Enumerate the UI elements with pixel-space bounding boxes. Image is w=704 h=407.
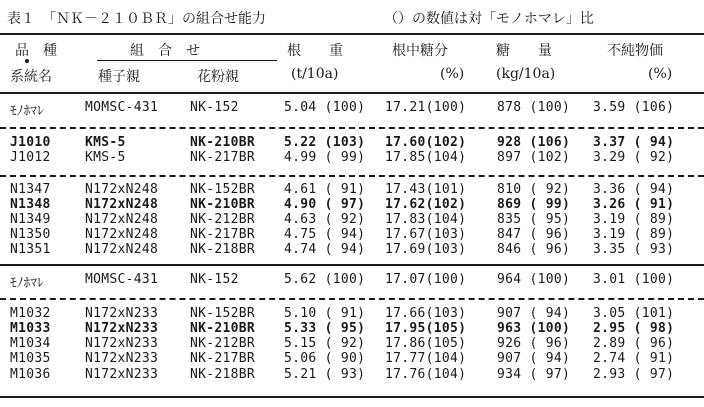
header-konjyu: 根 重 bbox=[287, 43, 343, 59]
cell-pollen: NK-217BR bbox=[190, 351, 256, 366]
cell-pollen: NK-218BR bbox=[190, 242, 256, 257]
cell-root-weight: 5.04 (100) bbox=[284, 100, 366, 115]
group-separator-3 bbox=[0, 298, 704, 300]
cell-pollen: NK-152 bbox=[190, 100, 239, 115]
cell-impurity: 3.36 ( 94) bbox=[593, 182, 675, 197]
cell-sugar-content: 17.86(105) bbox=[385, 336, 467, 351]
cell-name: J1010 bbox=[10, 135, 51, 150]
cell-sugar-content: 17.85(104) bbox=[385, 150, 467, 165]
cell-name: N1347 bbox=[10, 182, 51, 197]
header-kafunoya: 花粉親 bbox=[197, 69, 239, 85]
group-separator-1 bbox=[0, 127, 704, 129]
cell-pollen: NK-210BR bbox=[190, 321, 256, 336]
cell-root-weight: 5.10 ( 91) bbox=[284, 306, 366, 321]
cell-pollen: NK-152 bbox=[190, 272, 239, 287]
cell-impurity: 2.93 ( 97) bbox=[593, 367, 675, 382]
cell-sugar-yield: 964 (100) bbox=[497, 272, 571, 287]
cell-impurity: 3.26 ( 91) bbox=[593, 197, 675, 212]
cell-pollen: NK-217BR bbox=[190, 227, 256, 242]
cell-name: M1032 bbox=[10, 306, 51, 321]
cell-name: M1036 bbox=[10, 367, 51, 382]
cell-sugar-yield: 869 ( 99) bbox=[497, 197, 571, 212]
cell-seed: N172xN233 bbox=[85, 336, 159, 351]
cell-name: M1035 bbox=[10, 351, 51, 366]
header-kumiawase: 組 合 せ bbox=[130, 43, 200, 59]
header-kumiawase-rule bbox=[97, 60, 277, 61]
cell-seed: KMS-5 bbox=[85, 135, 126, 150]
cell-seed: N172xN248 bbox=[85, 242, 159, 257]
cell-sugar-yield: 934 ( 97) bbox=[497, 367, 571, 382]
cell-seed: N172xN248 bbox=[85, 212, 159, 227]
cell-seed: KMS-5 bbox=[85, 150, 126, 165]
cell-root-weight: 4.90 ( 97) bbox=[284, 197, 366, 212]
cell-root-weight: 5.15 ( 92) bbox=[284, 336, 366, 351]
cell-pollen: NK-210BR bbox=[190, 197, 256, 212]
header-shushioya: 種子親 bbox=[98, 69, 140, 85]
cell-root-weight: 4.63 ( 92) bbox=[284, 212, 366, 227]
cell-seed: N172xN233 bbox=[85, 351, 159, 366]
cell-seed: MOMSC-431 bbox=[85, 100, 159, 115]
cell-impurity: 3.35 ( 93) bbox=[593, 242, 675, 257]
cell-root-weight: 4.75 ( 94) bbox=[284, 227, 366, 242]
header-toubun-unit: (%) bbox=[440, 66, 465, 82]
cell-seed: N172xN248 bbox=[85, 227, 159, 242]
cell-sugar-content: 17.21(100) bbox=[385, 100, 467, 115]
cell-name: M1033 bbox=[10, 321, 51, 336]
cell-impurity: 2.74 ( 91) bbox=[593, 351, 675, 366]
table-note: （）の数値は対「モノホマレ」比 bbox=[384, 11, 594, 27]
cell-root-weight: 5.21 ( 93) bbox=[284, 367, 366, 382]
cell-pollen: NK-218BR bbox=[190, 367, 256, 382]
cell-root-weight: 4.74 ( 94) bbox=[284, 242, 366, 257]
cell-pollen: NK-217BR bbox=[190, 150, 256, 165]
cell-name: N1348 bbox=[10, 197, 51, 212]
table-caption: 表１ 「ＮＫ－２１０ＢＲ」の組合せ能力 bbox=[7, 11, 266, 27]
cell-pollen: NK-210BR bbox=[190, 135, 256, 150]
cell-pollen: NK-212BR bbox=[190, 336, 256, 351]
cell-name: M1034 bbox=[10, 336, 51, 351]
cell-sugar-content: 17.67(103) bbox=[385, 227, 467, 242]
header-dot bbox=[25, 59, 29, 63]
cell-impurity: 3.05 (101) bbox=[593, 306, 675, 321]
header-fujun: 不純物価 bbox=[607, 43, 663, 59]
header-bottom-rule bbox=[0, 92, 704, 94]
header-top-rule bbox=[0, 33, 704, 35]
header-tou-unit: (kg/10a) bbox=[496, 66, 556, 82]
cell-sugar-content: 17.83(104) bbox=[385, 212, 467, 227]
cell-sugar-content: 17.43(101) bbox=[385, 182, 467, 197]
cell-sugar-content: 17.66(103) bbox=[385, 306, 467, 321]
cell-name: ﾓﾉﾎﾏﾚ bbox=[10, 276, 44, 291]
group-separator-2 bbox=[0, 175, 704, 177]
cell-sugar-content: 17.69(103) bbox=[385, 242, 467, 257]
header-keitomei: 系統名 bbox=[10, 69, 52, 85]
cell-root-weight: 5.33 ( 95) bbox=[284, 321, 366, 336]
cell-sugar-yield: 897 (102) bbox=[497, 150, 571, 165]
cell-sugar-yield: 878 (100) bbox=[497, 100, 571, 115]
cell-root-weight: 5.22 (103) bbox=[284, 135, 366, 150]
cell-sugar-yield: 810 ( 92) bbox=[497, 182, 571, 197]
cell-pollen: NK-152BR bbox=[190, 182, 256, 197]
header-konjyu-unit: (t/10a) bbox=[291, 66, 339, 82]
block-separator bbox=[0, 264, 704, 266]
cell-seed: N172xN248 bbox=[85, 197, 159, 212]
cell-sugar-content: 17.77(104) bbox=[385, 351, 467, 366]
cell-seed: MOMSC-431 bbox=[85, 272, 159, 287]
cell-seed: N172xN233 bbox=[85, 321, 159, 336]
cell-sugar-yield: 928 (106) bbox=[497, 135, 571, 150]
cell-pollen: NK-152BR bbox=[190, 306, 256, 321]
cell-root-weight: 5.62 (100) bbox=[284, 272, 366, 287]
cell-impurity: 3.29 ( 92) bbox=[593, 150, 675, 165]
cell-name: J1012 bbox=[10, 150, 51, 165]
cell-sugar-yield: 846 ( 96) bbox=[497, 242, 571, 257]
cell-impurity: 3.19 ( 89) bbox=[593, 227, 675, 242]
header-hinshu: 品 種 bbox=[15, 43, 57, 59]
cell-sugar-yield: 926 ( 96) bbox=[497, 336, 571, 351]
header-fujun-unit: (%) bbox=[648, 66, 673, 82]
cell-seed: N172xN248 bbox=[85, 182, 159, 197]
cell-name: N1350 bbox=[10, 227, 51, 242]
cell-sugar-yield: 907 ( 94) bbox=[497, 306, 571, 321]
cell-sugar-yield: 907 ( 94) bbox=[497, 351, 571, 366]
table-bottom-rule bbox=[0, 396, 704, 398]
header-tou: 糖 量 bbox=[496, 43, 552, 59]
cell-seed: N172xN233 bbox=[85, 367, 159, 382]
cell-root-weight: 4.61 ( 91) bbox=[284, 182, 366, 197]
cell-sugar-content: 17.76(104) bbox=[385, 367, 467, 382]
cell-impurity: 3.01 (100) bbox=[593, 272, 675, 287]
cell-impurity: 3.59 (106) bbox=[593, 100, 675, 115]
cell-root-weight: 4.99 ( 99) bbox=[284, 150, 366, 165]
cell-impurity: 2.89 ( 96) bbox=[593, 336, 675, 351]
cell-root-weight: 5.06 ( 90) bbox=[284, 351, 366, 366]
cell-pollen: NK-212BR bbox=[190, 212, 256, 227]
cell-sugar-content: 17.07(100) bbox=[385, 272, 467, 287]
header-toubun: 根中糖分 bbox=[392, 43, 448, 59]
cell-seed: N172xN233 bbox=[85, 306, 159, 321]
cell-impurity: 2.95 ( 98) bbox=[593, 321, 675, 336]
cell-impurity: 3.37 ( 94) bbox=[593, 135, 675, 150]
cell-sugar-content: 17.62(102) bbox=[385, 197, 467, 212]
cell-name: N1351 bbox=[10, 242, 51, 257]
cell-sugar-yield: 835 ( 95) bbox=[497, 212, 571, 227]
cell-sugar-content: 17.60(102) bbox=[385, 135, 467, 150]
cell-sugar-yield: 847 ( 96) bbox=[497, 227, 571, 242]
cell-name: ﾓﾉﾎﾏﾚ bbox=[10, 104, 44, 119]
cell-sugar-yield: 963 (100) bbox=[497, 321, 571, 336]
cell-sugar-content: 17.95(105) bbox=[385, 321, 467, 336]
cell-name: N1349 bbox=[10, 212, 51, 227]
cell-impurity: 3.19 ( 89) bbox=[593, 212, 675, 227]
